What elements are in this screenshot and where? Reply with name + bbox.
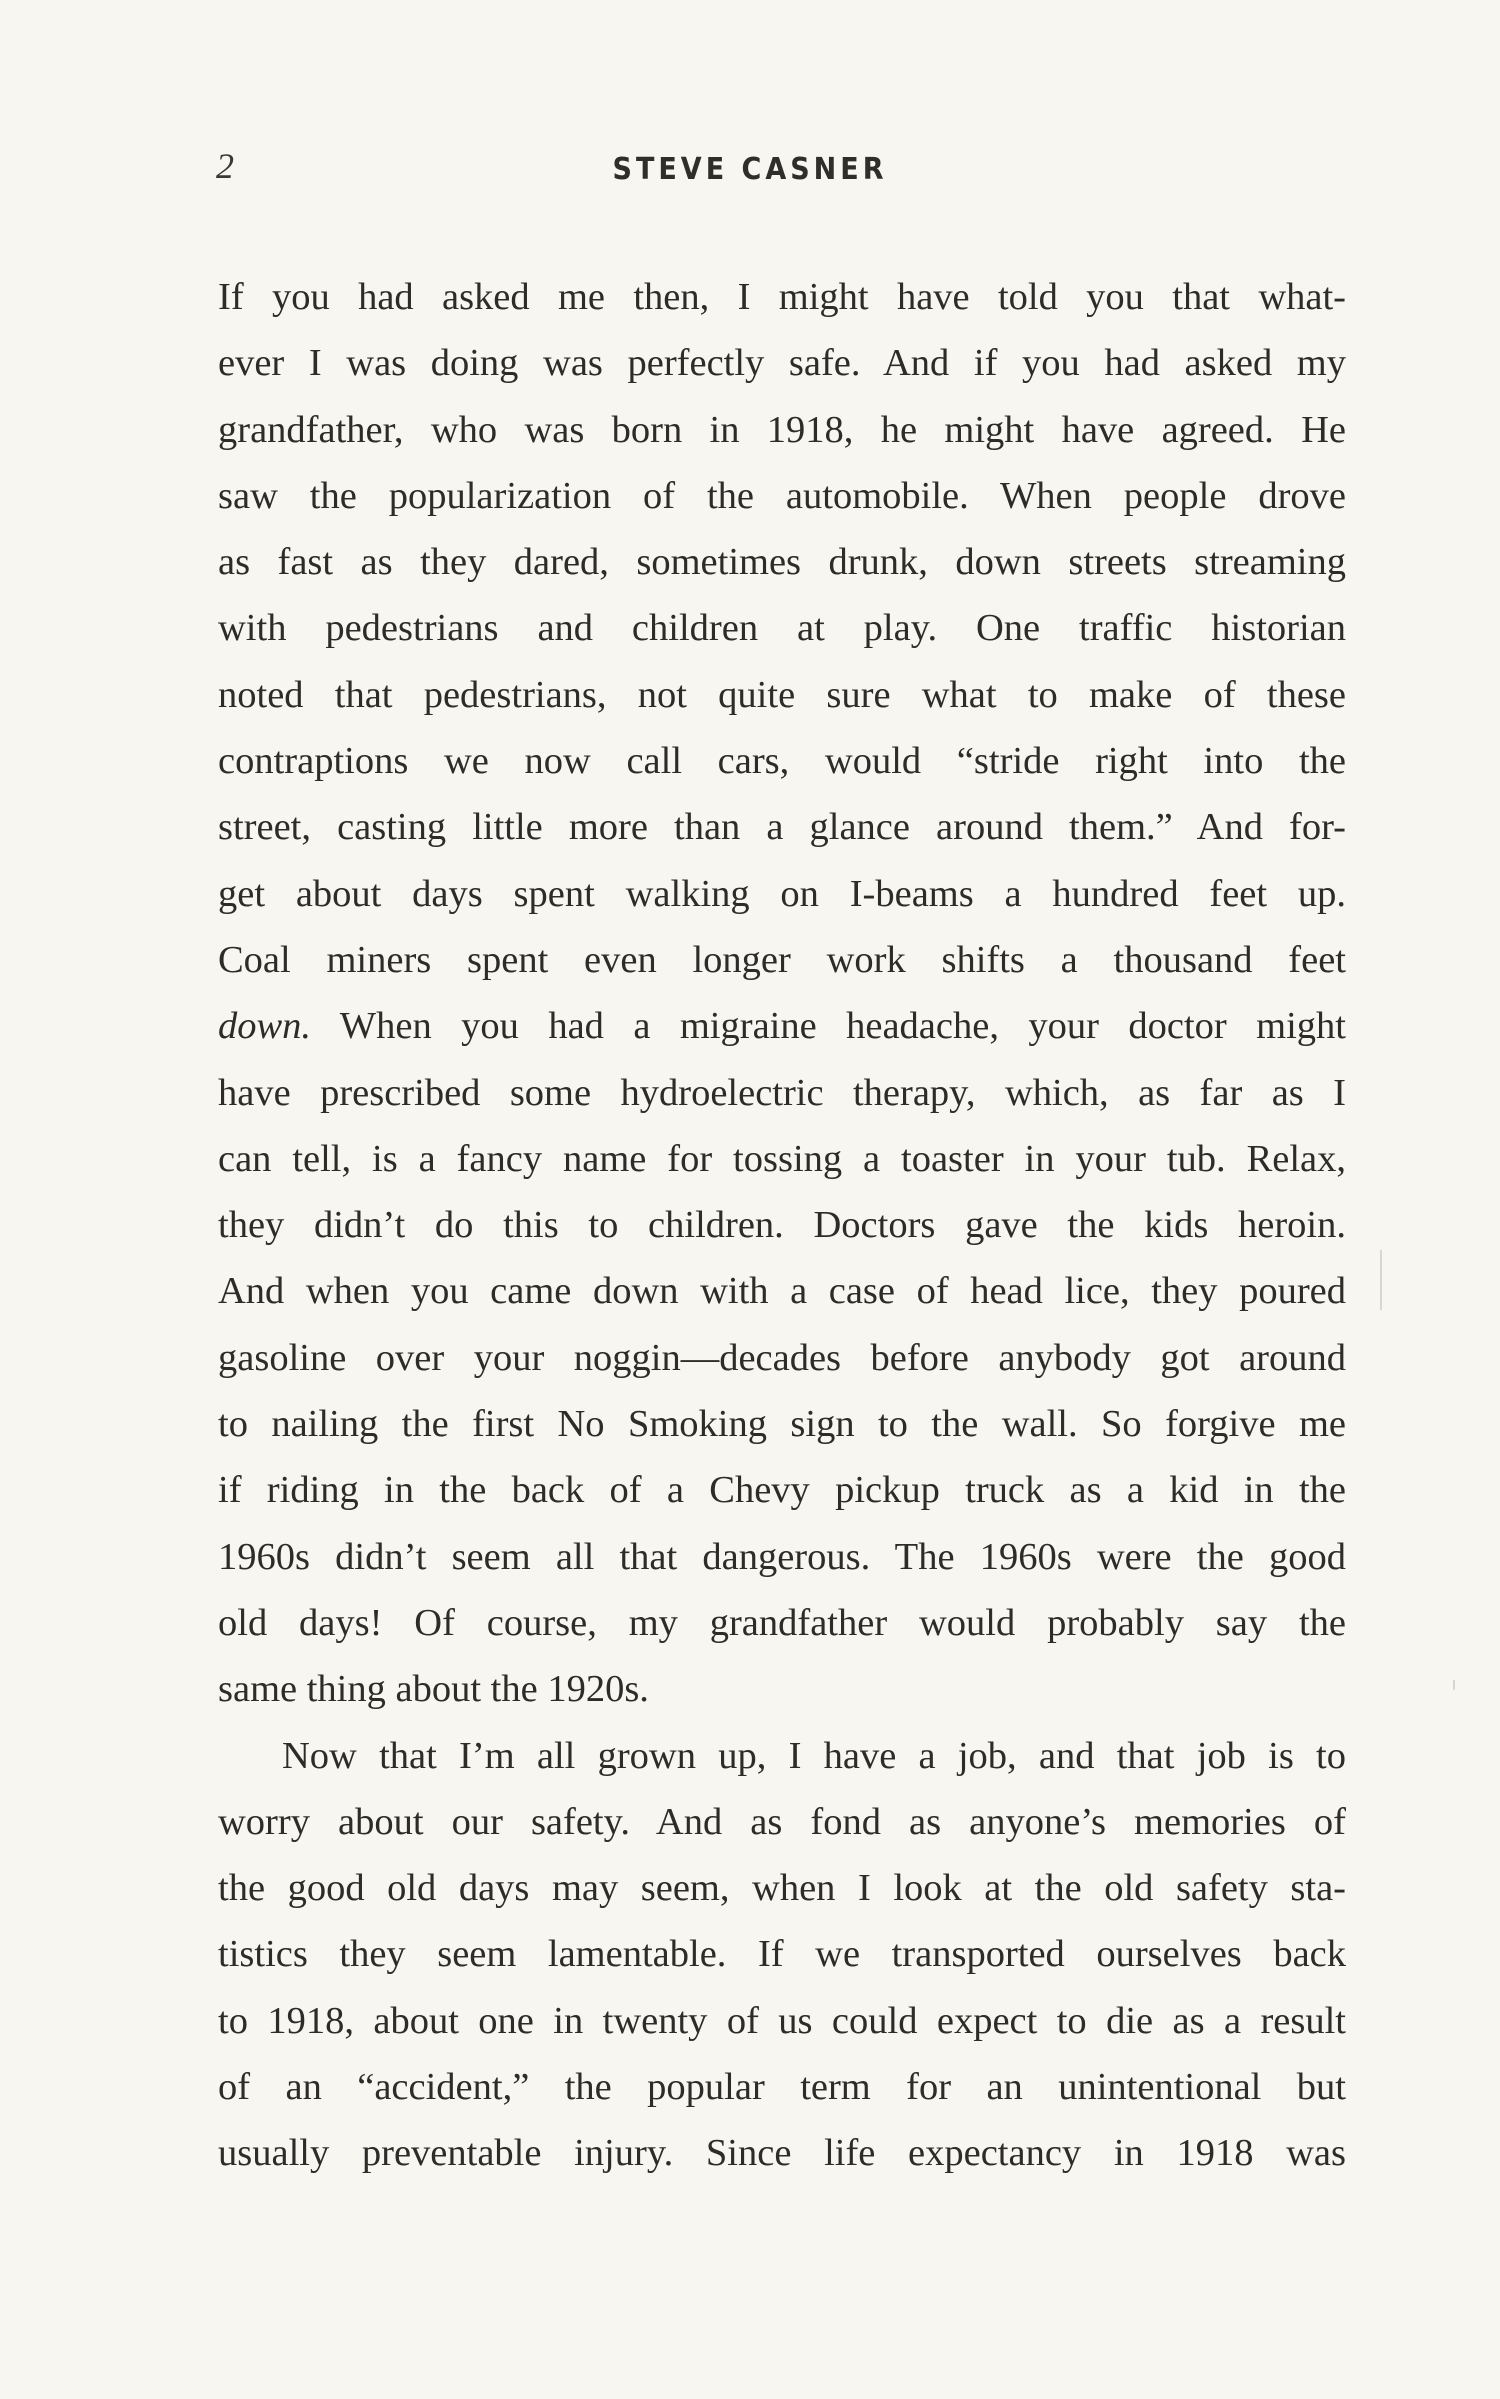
body-text	[218, 264, 1346, 2187]
paragraph-2-line: worry about our safety. And as fond as anyone’s memories of	[218, 1800, 1346, 1843]
paragraph-1-line: street, casting little more than a glance around them.” And for-	[218, 806, 1346, 849]
paragraph-1-line: grandfather, who was born in 1918, he might have agreed. He	[218, 408, 1346, 451]
paragraph-2-line: the good old days may seem, when I look at the old safety sta-	[218, 1867, 1346, 1910]
paragraph-1-line: Coal miners spent even longer work shifts a thousand feet	[218, 938, 1346, 981]
paragraph-1-line: if riding in the back of a Chevy pickup truck as a kid in the	[218, 1469, 1346, 1512]
paragraph-1-line: contraptions we now call cars, would “stride right into the	[218, 740, 1346, 783]
paragraph-2-line: to 1918, about one in twenty of us could expect to die as a result	[218, 1999, 1346, 2042]
paragraph-1-line: can tell, is a fancy name for tossing a toaster in your tub. Relax,	[218, 1137, 1346, 1180]
paragraph-2-line: Now that I’m all grown up, I have a job, and that job is to	[282, 1734, 1346, 1777]
paragraph-1-line-with-emphasis	[218, 993, 1346, 1059]
paragraph-1-line: with pedestrians and children at play. One traffic historian	[218, 607, 1346, 650]
paragraph-1-line: they didn’t do this to children. Doctors gave the kids heroin.	[218, 1204, 1346, 1247]
line-remainder: When you had a migraine headache, your doctor might	[311, 1005, 1346, 1048]
paragraph-1-line: 1960s didn’t seem all that dangerous. The 1960s were the good	[218, 1535, 1346, 1578]
paragraph-1-line: If you had asked me then, I might have told you that what-	[218, 276, 1346, 318]
paragraph-1-line: get about days spent walking on I-beams a hundred feet up.	[218, 872, 1346, 915]
paragraph-1-line: gasoline over your noggin—decades before anybody got around	[218, 1336, 1346, 1379]
scan-artifact	[1380, 1250, 1382, 1310]
paragraph-1-line: saw the popularization of the automobile. When people drove	[218, 474, 1346, 517]
paragraph-1-line: as fast as they dared, sometimes drunk, down streets streaming	[218, 541, 1346, 584]
emphasis-word: down.	[218, 1005, 312, 1048]
paragraph-1-line: to nailing the first No Smoking sign to the wall. So forgive me	[218, 1403, 1346, 1446]
paragraph-2-line: of an “accident,” the popular term for an unintentional but	[218, 2066, 1346, 2109]
paragraph-1-line: same thing about the 1920s.	[218, 1668, 649, 1711]
paragraph-1-line: have prescribed some hydroelectric therapy, which, as far as I	[218, 1071, 1346, 1114]
paragraph-1-line: And when you came down with a case of head lice, they poured	[218, 1270, 1346, 1313]
scan-artifact	[1453, 1680, 1455, 1690]
paragraph-1-line: ever I was doing was perfectly safe. And if you had asked my	[218, 342, 1346, 385]
page-number: 2	[216, 146, 234, 186]
paragraph-2-line: usually preventable injury. Since life expectancy in 1918 was	[218, 2132, 1346, 2175]
paragraph-2-line: tistics they seem lamentable. If we transported ourselves back	[218, 1933, 1346, 1976]
paragraph-1-line: old days! Of course, my grandfather would probably say the	[218, 1601, 1346, 1644]
running-head-author: STEVE CASNER	[612, 152, 888, 187]
paragraph-1-line: noted that pedestrians, not quite sure what to make of these	[218, 673, 1346, 716]
